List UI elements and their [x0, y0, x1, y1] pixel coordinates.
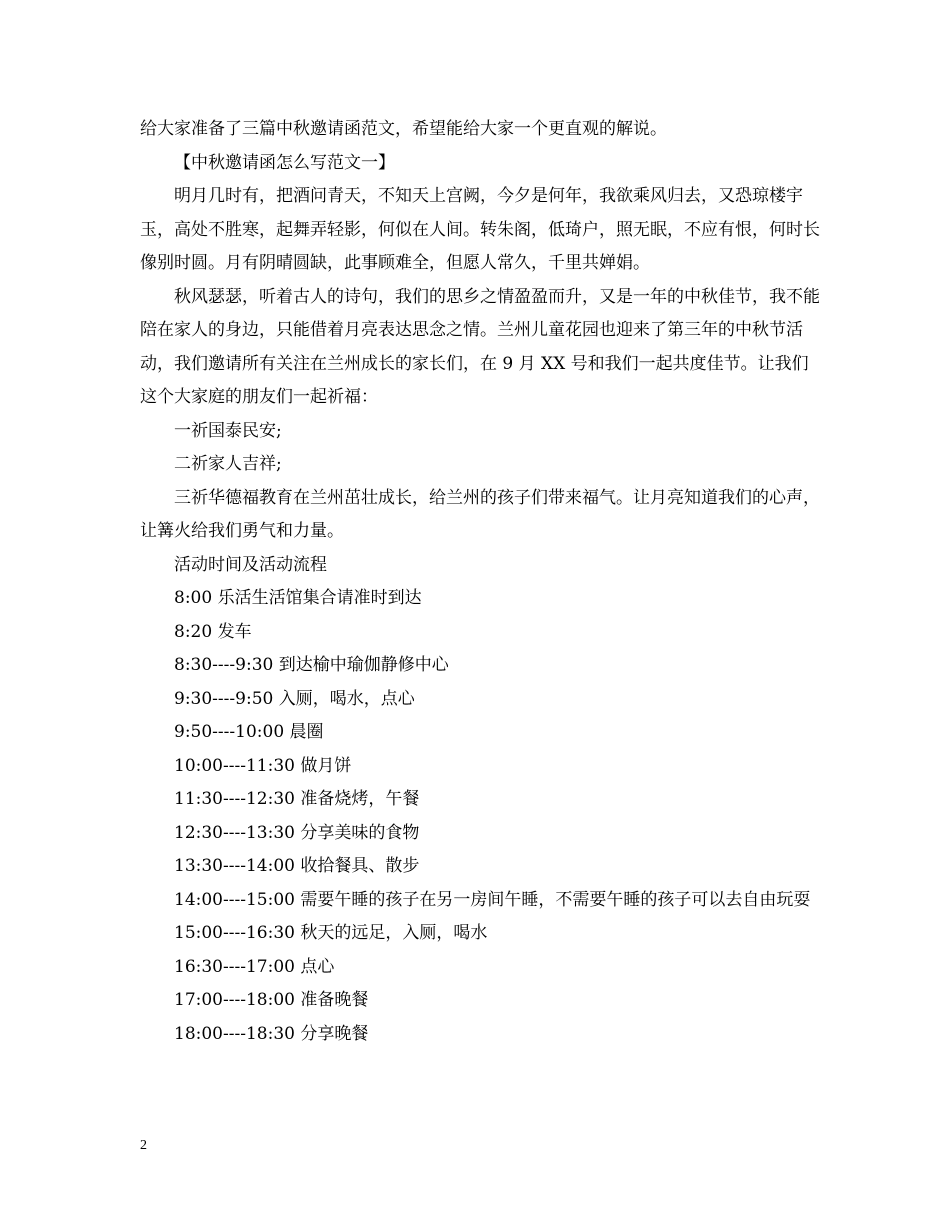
schedule-item: 9:30----9:50 入厕，喝水，点心: [174, 688, 415, 709]
schedule-heading: 活动时间及活动流程: [174, 554, 327, 575]
schedule-item: 16:30----17:00 点心: [174, 956, 335, 977]
blessing-item: 三祈华德福教育在兰州茁壮成长，给兰州的孩子们带来福气。让月亮知道我们的心声，让篝火给我们勇气和力量。: [140, 487, 820, 541]
page-number: 2: [140, 1138, 147, 1153]
schedule-item: 17:00----18:00 准备晚餐: [174, 990, 369, 1010]
schedule-item: 18:00----18:30 分享晚餐: [174, 1023, 369, 1044]
schedule-item: 9:50----10:00 晨圈: [174, 722, 324, 742]
document-body: [140, 113, 820, 1051]
section-heading: 【中秋邀请函怎么写范文一】: [174, 152, 395, 173]
schedule-item: 15:00----16:30 秋天的远足，入厕，喝水: [174, 923, 488, 943]
schedule-item: 8:00 乐活生活馆集合请准时到达: [174, 588, 422, 608]
schedule-item: 11:30----12:30 准备烧烤，午餐: [174, 789, 420, 809]
schedule-item: 13:30----14:00 收拾餐具、散步: [174, 856, 420, 876]
schedule-item: 14:00----15:00 需要午睡的孩子在另一房间午睡，不需要午睡的孩子可以去自由玩耍: [174, 889, 811, 910]
paragraph-intro: 给大家准备了三篇中秋邀请函范文，希望能给大家一个更直观的解说。: [140, 119, 667, 139]
paragraph-invitation: 秋风瑟瑟，听着古人的诗句，我们的思乡之情盈盈而升，又是一年的中秋佳节，我不能陪在家人的身边，只能借着月亮表达思念之情。兰州儿童花园也迎来了第三年的中秋节活动，我们邀请所有关注在兰州成长的家长们，在 9 月 XX 号和我们一起共度佳节。让我们这个大家庭的朋友们一起祈福：: [140, 286, 820, 407]
schedule-item: 8:30----9:30 到达榆中瑜伽静修中心: [174, 655, 449, 675]
schedule-item: 8:20 发车: [174, 621, 252, 642]
blessing-item: 一祈国泰民安;: [174, 420, 282, 441]
schedule-item: 12:30----13:30 分享美味的食物: [174, 822, 420, 843]
schedule-item: 10:00----11:30 做月饼: [174, 755, 352, 776]
paragraph-poem: 明月几时有，把酒问青天，不知天上宫阙，今夕是何年，我欲乘风归去，又恐琼楼宇玉，高处不胜寒，起舞弄轻影，何似在人间。转朱阁，低琦户，照无眠，不应有恨，何时长像别时圆。月有阴晴圆缺，此事顾难全，但愿人常久，千里共婵娟。: [140, 186, 820, 273]
blessing-item: 二祈家人吉祥;: [174, 454, 282, 474]
